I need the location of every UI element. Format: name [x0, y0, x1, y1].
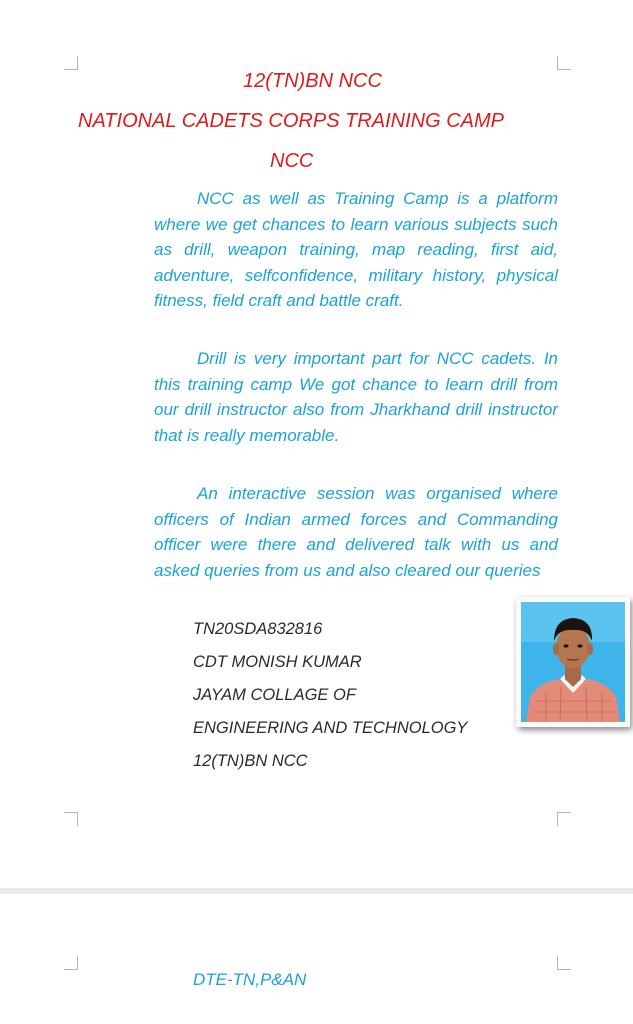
cadet-photo — [516, 597, 630, 727]
cadet-name: CDT MONISH KUMAR — [193, 653, 362, 671]
paragraph-1: NCC as well as Training Camp is a platform where we get chances to learn various subjects such as drill, weapon training, map reading, first aid, adventure, selfconfidence, military history, physical fitness, field craft and battle craft. — [154, 189, 558, 310]
cadet-portrait-image — [516, 597, 630, 727]
margin-corner-top-right — [557, 56, 571, 70]
paragraph-2: Drill is very important part for NCC cadets. In this training camp We got chance to learn drill from our drill instructor also from Jharkhand drill instructor that is really memorable. — [154, 349, 558, 445]
margin-corner-top-left — [64, 956, 78, 970]
college-name-line-2: ENGINEERING AND TECHNOLOGY — [193, 719, 468, 737]
directorate-footer: DTE-TN,P&AN — [193, 970, 307, 989]
regimental-number: TN20SDA832816 — [193, 620, 323, 638]
margin-corner-bottom-right — [557, 812, 571, 826]
margin-corner-bottom-left — [64, 812, 78, 826]
unit-name: 12(TN)BN NCC — [193, 752, 308, 770]
ncc-subtitle: NCC — [270, 150, 314, 172]
college-name-line-1: JAYAM COLLAGE OF — [193, 686, 356, 704]
paragraph-3: An interactive session was organised where officers of Indian armed forces and Commanding officer were there and delivered talk with us and asked queries from us and also cleared our queries — [154, 484, 558, 580]
camp-title: NATIONAL CADETS CORPS TRAINING CAMP — [78, 110, 504, 132]
unit-title: 12(TN)BN NCC — [243, 70, 382, 92]
margin-corner-top-left — [64, 56, 78, 70]
margin-corner-top-right — [557, 956, 571, 970]
document-page-2 — [0, 894, 633, 1024]
